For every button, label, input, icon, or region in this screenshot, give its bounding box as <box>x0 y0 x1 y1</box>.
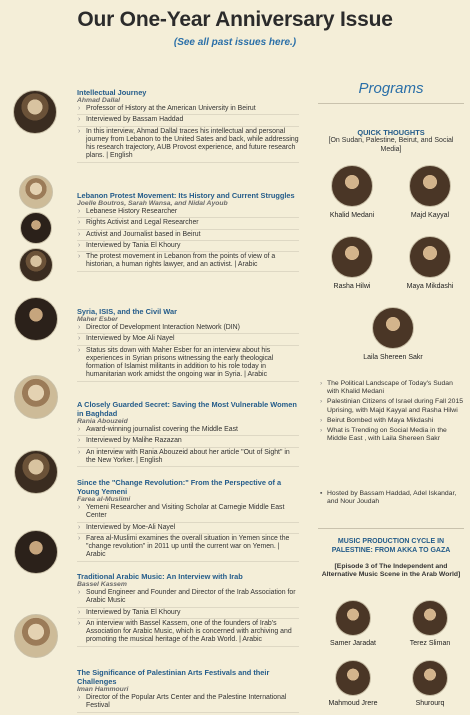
list-item: › The protest movement in Lebanon from the points of view of a historian, a human rights lawyer, and an activist. | Arabic <box>77 253 299 272</box>
list-item: › Rights Activist and Legal Researcher <box>77 219 299 229</box>
list-item[interactable]: › Palestinian Citizens of Israel during Fall 2015 Uprising, with Majd Kayyal and Rasha Hilwi <box>320 398 464 414</box>
avatar <box>331 236 373 278</box>
avatar-rania-abouzeid <box>14 375 58 419</box>
article-details <box>77 426 299 467</box>
person-name: Mahmoud Jrere <box>328 700 378 707</box>
person-name: Laila Shereen Sakr <box>363 354 423 361</box>
article-details <box>77 504 299 562</box>
article-details <box>77 208 299 272</box>
article-traditional-arabic-music <box>77 572 299 648</box>
article-title[interactable]: The Significance of Palestinian Arts Festivals and their Challenges <box>77 668 270 686</box>
list-item: › Status sits down with Maher Esber for an interview about his experiences in Syrian prisons witnessing the early theological formation of Islamist militants in addition to his role today in humanitarian work amidst the ongoing war in Syria. | Arabic <box>77 347 299 382</box>
article-title[interactable]: Lebanon Protest Movement: Its History and Current Struggles <box>77 191 295 200</box>
article-change-revolution <box>77 478 299 563</box>
article-closely-guarded-secret <box>77 400 299 468</box>
article-details <box>77 105 299 163</box>
avatar-ahmad-dallal <box>13 90 57 134</box>
quick-thoughts-subtitle: [On Sudan, Palestine, Beirut, and Social Media] <box>328 137 454 153</box>
article-details <box>77 589 299 647</box>
avatar-nidal-ayoub <box>19 248 53 282</box>
person-name: Terez Sliman <box>409 640 451 647</box>
article-details <box>77 694 299 713</box>
list-item: › Lebanese History Researcher <box>77 208 299 218</box>
avatar-bassel-kassem <box>14 530 58 574</box>
person-name: Samer Jaradat <box>330 640 376 647</box>
article-title[interactable]: Traditional Arabic Music: An Interview with Irab <box>77 572 243 581</box>
list-item: › Interviewed by Malihe Razazan <box>77 437 299 447</box>
avatar <box>335 600 371 636</box>
person-laila-shereen-sakr[interactable] <box>353 307 433 361</box>
list-item: › Interviewed by Tania El Khoury <box>77 609 299 619</box>
list-item: › Director of Development Interaction Network (DIN) <box>77 324 299 334</box>
past-issues-link[interactable]: (See all past issues here.) <box>173 37 297 48</box>
article-author: Bassel Kassem <box>77 581 127 588</box>
article-lebanon-protest <box>77 191 299 273</box>
article-details <box>77 324 299 382</box>
music-production-subtitle: [Episode 3 of The Independent and Alternative Music Scene in the Arab World] <box>321 563 461 579</box>
person-terez-sliman[interactable] <box>400 600 460 647</box>
list-item: › An interview with Rania Abouzeid about her article "Out of Sight" in the New Yorker. | English <box>77 449 299 468</box>
article-author: Ahmad Dallal <box>77 97 121 104</box>
avatar <box>412 600 448 636</box>
list-item: › In this interview, Ahmad Dallal traces his intellectual and personal journey from Lebanon to the United Sates and back, while addressing his research trajectory, AUB Provost experience, and future research plans. | English <box>77 128 299 163</box>
avatar <box>335 660 371 696</box>
list-item: › Director of the Popular Arts Center and the Palestine International Festival <box>77 694 299 713</box>
article-title[interactable]: A Closely Guarded Secret: Saving the Most Vulnerable Women in Baghdad <box>77 400 297 418</box>
article-title[interactable]: Since the "Change Revolution:" From the Perspective of a Young Yemeni <box>77 478 282 496</box>
divider <box>318 103 464 104</box>
list-item[interactable]: › Beirut Bombed with Maya Mikdashi <box>320 417 464 425</box>
person-name: Rasha Hilwi <box>333 283 371 290</box>
person-name: Shurourq <box>415 700 445 707</box>
list-item: › Interviewed by Bassam Haddad <box>77 116 299 126</box>
list-item[interactable]: › What is Trending on Social Media in the Middle East , with Laila Shereen Sakr <box>320 427 464 443</box>
avatar <box>412 660 448 696</box>
avatar <box>409 236 451 278</box>
person-majd-kayyal[interactable] <box>400 165 460 219</box>
avatar-joelle-boutros <box>19 175 53 209</box>
article-author: Farea al-Muslimi <box>77 496 131 503</box>
article-author: Joelle Boutros, Sarah Wansa, and Nidal Ayoub <box>77 200 228 207</box>
divider <box>318 528 464 529</box>
list-item[interactable]: › The Political Landscape of Today's Sudan with Khalid Medani <box>320 380 464 396</box>
person-khalid-medani[interactable] <box>322 165 382 219</box>
person-mahmoud-jrere[interactable] <box>323 660 383 707</box>
avatar <box>372 307 414 349</box>
list-item: › Interviewed by Tania El Khoury <box>77 242 299 252</box>
person-name: Khalid Medani <box>329 212 375 219</box>
article-title[interactable]: Syria, ISIS, and the Civil War <box>77 307 177 316</box>
article-author: Iman Hammouri <box>77 686 129 693</box>
person-rasha-hilwi[interactable] <box>322 236 382 290</box>
page-title: Our One-Year Anniversary Issue <box>77 8 393 31</box>
avatar-sarah-wansa <box>20 212 52 244</box>
article-intellectual-journey <box>77 88 299 164</box>
avatar-iman-hammouri <box>14 614 58 658</box>
article-syria-isis <box>77 307 299 383</box>
person-shurourq[interactable] <box>400 660 460 707</box>
list-item: › Interviewed by Moe Ali Nayel <box>77 335 299 345</box>
person-name: Maya Mikdashi <box>406 283 454 290</box>
avatar <box>331 165 373 207</box>
quick-thoughts-title[interactable]: QUICK THOUGHTS <box>357 128 425 137</box>
list-item: › Farea al-Muslimi examines the overall situation in Yemen since the "change revolution" in 2011 up until the current war on Yemen. | Arabic <box>77 535 299 562</box>
article-palestinian-arts-festivals <box>77 668 299 714</box>
list-item: › Interviewed by Moe-Ali Nayel <box>77 524 299 534</box>
person-samer-jaradat[interactable] <box>323 600 383 647</box>
avatar-farea-al-muslimi <box>14 450 58 494</box>
list-item: › Yemeni Researcher and Visiting Scholar at Carnegie Middle East Center <box>77 504 299 523</box>
list-item: › Activist and Journalist based in Beirut <box>77 231 299 241</box>
programs-heading: Programs <box>358 80 424 97</box>
list-item: › Award-winning journalist covering the Middle East <box>77 426 299 436</box>
person-name: Majd Kayyal <box>410 212 450 219</box>
list-item: › Sound Engineer and Founder and Director of the Irab Association for Arabic Music <box>77 589 299 608</box>
list-item: › Professor of History at the American University in Beirut <box>77 105 299 115</box>
person-maya-mikdashi[interactable] <box>400 236 460 290</box>
quick-thoughts-list <box>320 380 464 445</box>
article-author: Rania Abouzeid <box>77 418 128 425</box>
avatar <box>409 165 451 207</box>
music-production-title[interactable]: MUSIC PRODUCTION CYCLE IN PALESTINE: FROM AKKA TO GAZA <box>331 538 451 554</box>
article-author: Maher Esber <box>77 316 118 323</box>
article-title[interactable]: Intellectual Journey <box>77 88 147 97</box>
hosted-by: ▪ Hosted by Bassam Haddad, Adel Iskandar, and Nour Joudah <box>320 490 464 507</box>
list-item: › An interview with Bassel Kassem, one of the founders of Irab's Association for Arabic Music, which is concerned with archiving and promoting the musical heritage of the Arab World. | Arabic <box>77 620 299 647</box>
avatar-maher-esber <box>14 297 58 341</box>
